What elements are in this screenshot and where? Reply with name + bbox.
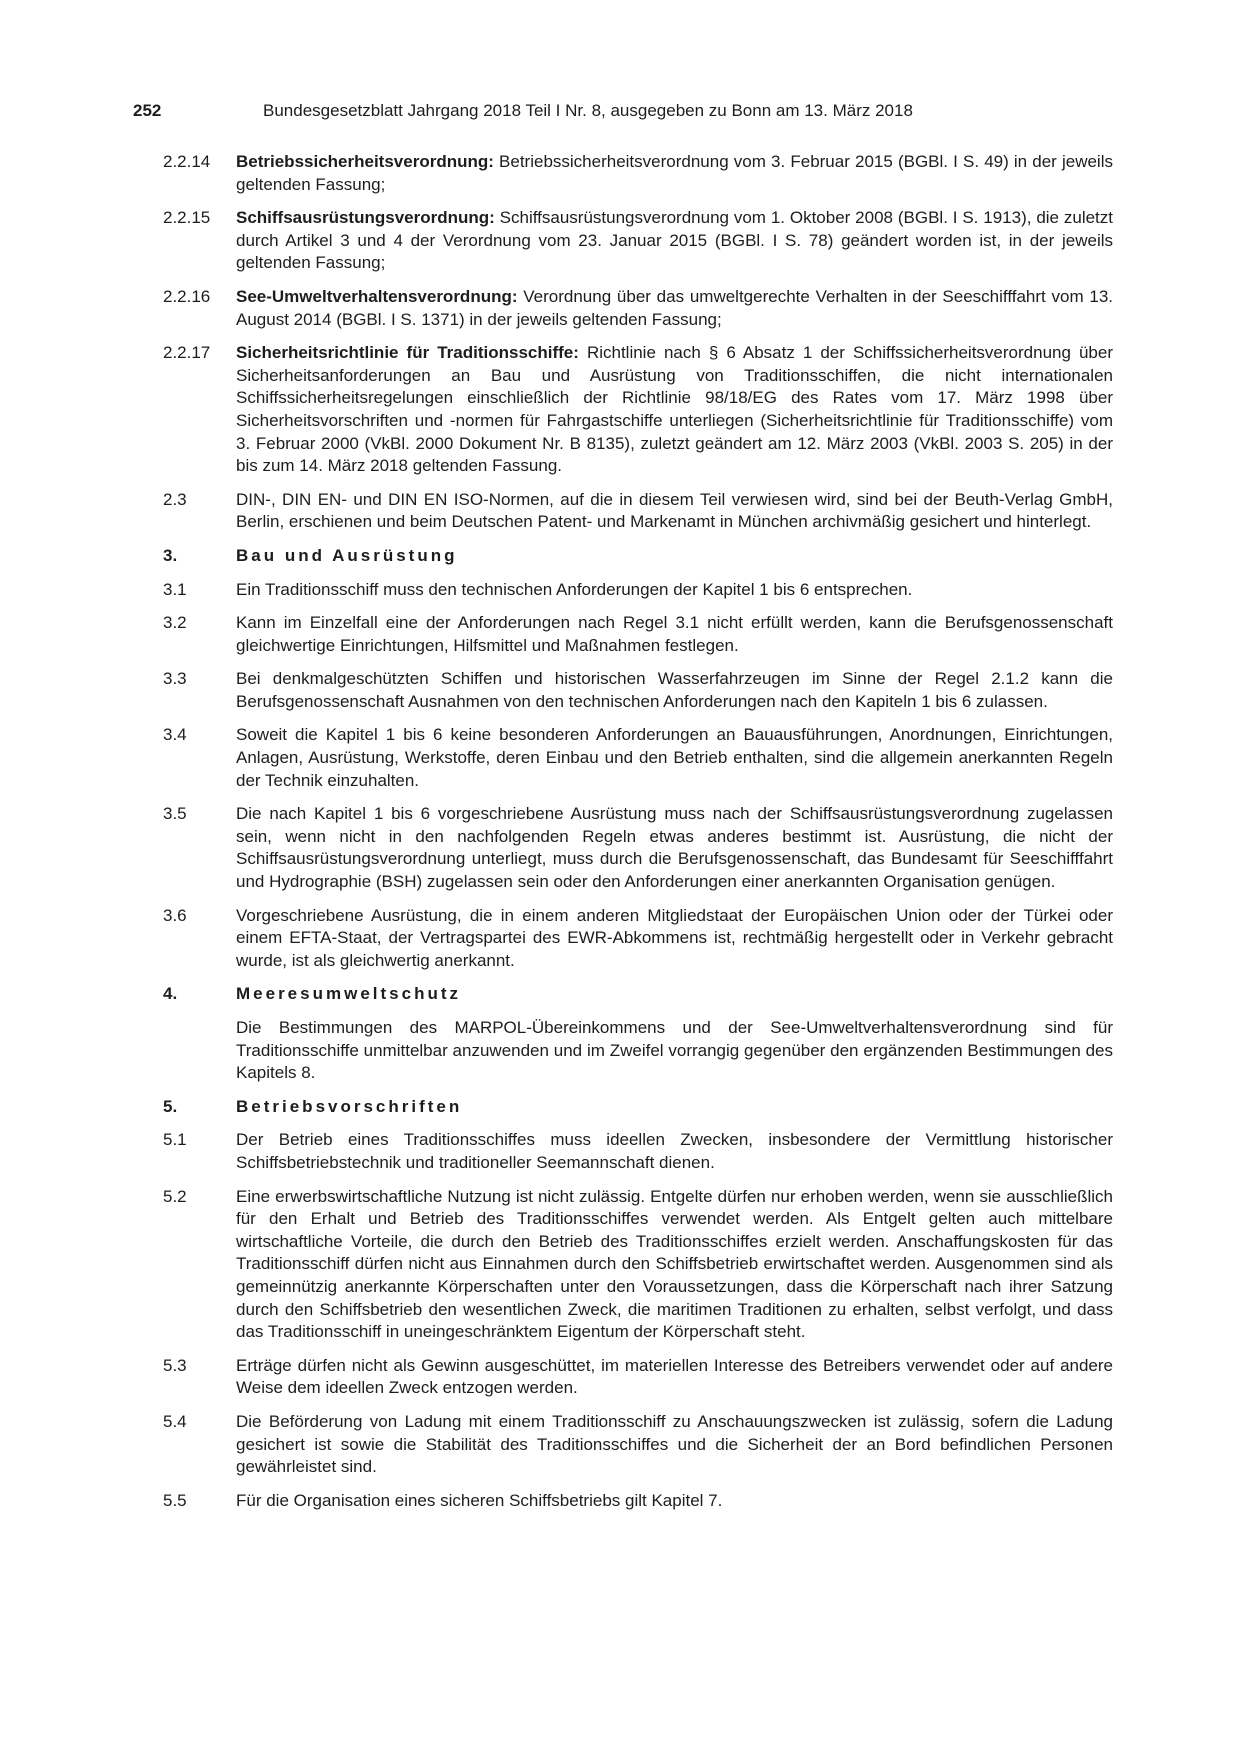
paragraph-body: Eine erwerbswirtschaftliche Nutzung ist nicht zulässig. Entgelte dürfen nur erhoben werden, wenn sie ausschließlich für den Erhalt und Betrieb des Traditionsschiffes verwendet werden. Als Entgelt gelten auch mittelbare wirtschaftliche Vorteile, die durch den Betrieb des Traditionsschiffes erzielt werden. Anschaffungskosten für das Traditionsschiff dürfen nicht aus Einnahmen durch den Schiffsbetrieb erwirtschaftet werden. Ausgenommen sind als gemeinnützig anerkannte Körperschaften unter den Voraussetzungen, dass die Körperschaft nach ihrer Satzung durch den Schiffsbetrieb den wesentlichen Zweck, die maritimen Traditionen zu erhalten, selbst verfolgt, und dass das Traditionsschiff in uneingeschränktem Eigentum der Körperschaft steht. [236,1186,1113,1342]
item-number: 5. [163,1096,178,1116]
paragraph [163,489,1113,534]
header-title: Bundesgesetzblatt Jahrgang 2018 Teil I Nr. 8, ausgegeben zu Bonn am 13. März 2018 [263,101,913,120]
paragraph [163,1129,1113,1174]
section-heading-text: Meeresumweltschutz [236,984,461,1004]
item-number: 4. [163,984,178,1004]
paragraph [163,579,1113,602]
item-number: 5.2 [163,1186,187,1206]
paragraph-body: Ein Traditionsschiff muss den technischen Anforderungen der Kapitel 1 bis 6 entsprechen. [236,579,913,599]
paragraph-body: Betriebssicherheitsverordnung vom 3. Februar 2015 (BGBl. I S. 49) in der jeweils geltenden Fassung; [236,152,1113,194]
item-number: 2.2.15 [163,208,211,228]
paragraph-body: Kann im Einzelfall eine der Anforderungen nach Regel 3.1 nicht erfüllt werden, kann die Berufsgenossenschaft gleichwertige Einrichtungen, Hilfsmittel und Maßnahmen festlegen. [236,613,1113,655]
item-number: 3.4 [163,725,187,745]
paragraph [163,1017,1113,1085]
defined-term: Betriebssicherheitsverordnung: [236,152,494,171]
item-number: 2.3 [163,489,187,509]
paragraph-text [236,489,1113,534]
paragraph [163,207,1113,275]
paragraph-text [236,151,1113,196]
item-number: 3.2 [163,613,187,633]
item-number: 2.2.16 [163,286,211,306]
paragraph-text [236,1017,1113,1085]
paragraph [163,1355,1113,1400]
paragraph-body: Richtlinie nach § 6 Absatz 1 der Schiffssicherheitsverordnung über Sicherheitsanforderungen an Bau und Ausrüstung von Traditionsschiffen, die nicht internationalen Schiffssicherheitsregelungen einschließlich der Richtlinie 98/18/EG des Rates vom 17. März 1998 über Sicherheitsvorschriften und -normen für Fahrgastschiffe unterliegen (Sicherheitsrichtlinie für Traditionsschiffe) vom 3. Februar 2000 (VkBl. 2000 Dokument Nr. B 8135), zuletzt geändert am 12. März 2003 (VkBl. 2003 S. 205) in der bis zum 14. März 2018 geltenden Fassung. [236,343,1113,476]
paragraph-text [236,1355,1113,1400]
item-number: 3.1 [163,579,187,599]
paragraph-body: Bei denkmalgeschützten Schiffen und historischen Wasserfahrzeugen im Sinne der Regel 2.1.2 kann die Berufsgenossenschaft Ausnahmen von den technischen Anforderungen nach den Kapiteln 1 bis 6 zulassen. [236,669,1113,711]
paragraph [163,803,1113,893]
paragraph-body: Verordnung über das umweltgerechte Verhalten in der Seeschifffahrt vom 13. August 2014 (BGBl. I S. 1371) in der jeweils geltenden Fassung; [236,286,1113,329]
item-number: 2.2.17 [163,343,211,363]
paragraph-body: Für die Organisation eines sicheren Schiffsbetriebs gilt Kapitel 7. [236,1490,723,1510]
paragraph-body: Die Beförderung von Ladung mit einem Traditionsschiff zu Anschauungszwecken ist zulässig, sofern die Ladung gesichert ist sowie die Stabilität des Traditionsschiffes und die Sicherheit der an Bord befindlichen Personen gewährleistet sind. [236,1411,1113,1477]
paragraph-text [236,612,1113,657]
section-heading-text: Bau und Ausrüstung [236,545,458,565]
paragraph-body: Soweit die Kapitel 1 bis 6 keine besonderen Anforderungen an Bauausführungen, Anordnungen, Einrichtungen, Anlagen, Ausrüstung, Werkstoffe, deren Einbau und den Betrieb enthalten, sind die allgemein anerkannten Regeln der Technik einzuhalten. [236,725,1113,790]
item-number: 3. [163,545,178,565]
document-body [163,151,1113,1523]
section-heading-text: Betriebsvorschriften [236,1096,463,1116]
item-number: 2.2.14 [163,152,211,171]
paragraph-text [236,1411,1113,1479]
paragraph-text [236,668,1113,713]
paragraph [163,1186,1113,1344]
page-header [133,101,1113,125]
paragraph [163,1490,1113,1513]
paragraph-text [236,724,1113,792]
paragraph [163,905,1113,973]
section-heading [163,983,1113,1006]
paragraph [163,1411,1113,1479]
paragraph-text [236,1186,1113,1344]
defined-term: Schiffsausrüstungsverordnung: [236,208,495,228]
section-heading [163,545,1113,568]
defined-term: See-Umweltverhaltensverordnung: [236,286,518,306]
item-number: 5.3 [163,1355,187,1375]
item-number: 3.5 [163,804,187,824]
paragraph-body: Die Bestimmungen des MARPOL-Übereinkommens und der See-Umweltverhaltensverordnung sind für Traditionsschiffe unmittelbar anzuwenden und im Zweifel vorrangig gegenüber den ergänzenden Bestimmungen des Kapitels 8. [236,1018,1113,1083]
paragraph [163,668,1113,713]
paragraph [163,286,1113,331]
item-number: 5.5 [163,1490,187,1510]
paragraph-text [236,207,1113,275]
item-number [163,1017,236,1085]
paragraph [163,151,1113,196]
item-number: 3.6 [163,905,187,925]
paragraph-body: Vorgeschriebene Ausrüstung, die in einem anderen Mitgliedstaat der Europäischen Union oder der Türkei oder einem EFTA-Staat, der Vertragspartei des EWR-Abkommens ist, rechtmäßig hergestellt oder in Verkehr gebracht wurde, ist als gleichwertig anerkannt. [236,905,1113,970]
paragraph-body: Erträge dürfen nicht als Gewinn ausgeschüttet, im materiellen Interesse des Betreibers verwendet oder auf andere Weise dem ideellen Zweck entzogen werden. [236,1355,1113,1398]
paragraph-text [236,905,1113,973]
paragraph-body: Die nach Kapitel 1 bis 6 vorgeschriebene Ausrüstung muss nach der Schiffsausrüstungsverordnung zugelassen sein, wenn nicht in den nachfolgenden Regeln etwas anderes bestimmt ist. Ausrüstung, die nicht der Schiffsausrüstungsverordnung unterliegt, muss durch die Berufsgenossenschaft, das Bundesamt für Seeschifffahrt und Hydrographie (BSH) zugelassen sein oder den Anforderungen einer anerkannten Organisation genügen. [236,804,1113,892]
paragraph-body: Der Betrieb eines Traditionsschiffes muss ideellen Zwecken, insbesondere der Vermittlung historischer Schiffsbetriebstechnik und traditioneller Seemannschaft dienen. [236,1130,1113,1172]
paragraph-text [236,342,1113,478]
page-number: 252 [133,101,162,120]
paragraph-body: Schiffsausrüstungsverordnung vom 1. Oktober 2008 (BGBl. I S. 1913), die zuletzt durch Artikel 3 und 4 der Verordnung vom 23. Januar 2015 (BGBl. I S. 78) geändert worden ist, in der jeweils geltenden Fassung; [236,208,1113,273]
item-number: 3.3 [163,669,187,689]
paragraph [163,724,1113,792]
paragraph-text [236,286,1113,331]
defined-term: Sicherheitsrichtlinie für Traditionsschiffe: [236,343,579,363]
paragraph-text [236,1129,1113,1174]
section-heading [163,1096,1113,1119]
paragraph-text [236,1490,1113,1513]
item-number: 5.4 [163,1411,187,1431]
paragraph [163,342,1113,478]
paragraph-body: DIN-, DIN EN- und DIN EN ISO-Normen, auf die in diesem Teil verwiesen wird, sind bei der Beuth-Verlag GmbH, Berlin, erschienen und beim Deutschen Patent- und Markenamt in München archivmäßig gesichert und hinterlegt. [236,489,1113,532]
paragraph-text [236,579,1113,602]
item-number: 5.1 [163,1130,187,1150]
paragraph-text [236,803,1113,893]
paragraph [163,612,1113,657]
